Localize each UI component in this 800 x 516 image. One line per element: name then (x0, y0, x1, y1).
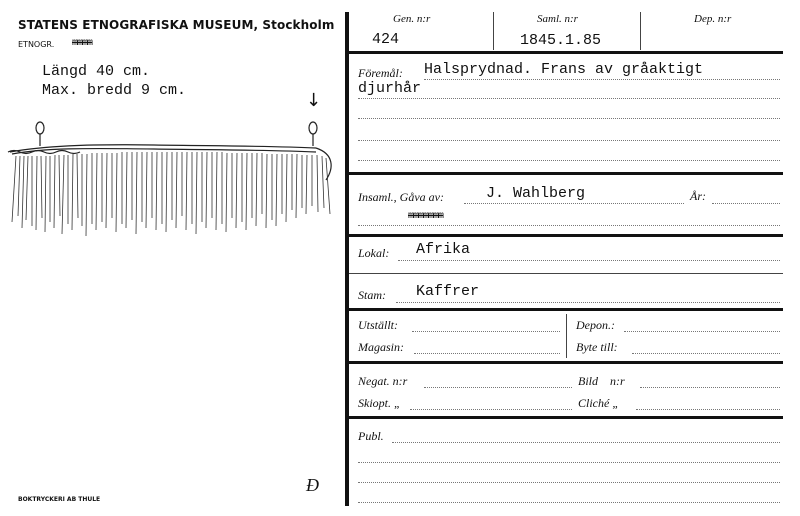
dep-nr-label: Dep. n:r (694, 13, 732, 25)
ruled-line (640, 387, 780, 388)
stam-label: Stam: (358, 288, 386, 302)
ruled-line (358, 98, 780, 99)
insaml-value: J. Wahlberg (486, 185, 586, 202)
divider (349, 273, 783, 274)
ruled-line (358, 225, 780, 226)
magasin-label: Magasin: (358, 340, 404, 354)
etnogr-label: ETNOGR. (18, 40, 55, 49)
ruled-line (358, 160, 780, 161)
utstallt-label: Utställt: (358, 318, 399, 332)
divider (349, 361, 783, 364)
column-divider (493, 12, 494, 50)
ruled-line (424, 79, 780, 80)
gen-nr-value: 424 (372, 31, 400, 48)
stamp-mark: Ð (306, 475, 319, 495)
foremal-label: Föremål: (358, 66, 403, 80)
struck-text: mmmmmmm (408, 211, 444, 222)
etnogr-value: mmmm (72, 38, 93, 49)
ruled-line (632, 353, 780, 354)
depon-label: Depon.: (576, 318, 615, 332)
ruled-line (636, 409, 780, 410)
lokal-label: Lokal: (358, 246, 390, 260)
ruled-line (712, 203, 780, 204)
necklace-drawing (4, 118, 344, 248)
divider (349, 416, 783, 419)
cliche-label: Cliché „ (578, 396, 619, 410)
ruled-line (398, 260, 780, 261)
byte-till-label: Byte till: (576, 340, 618, 354)
skiopt-label: Skiopt. „ (358, 396, 401, 410)
stam-value: Kaffrer (416, 283, 480, 300)
ruled-line (358, 462, 780, 463)
saml-nr-value: 1845.1.85 (520, 32, 602, 49)
lokal-value: Afrika (416, 241, 471, 258)
foremal-value-line1: Halsprydnad. Frans av gråaktigt (424, 61, 704, 78)
down-arrow-icon: ↓ (306, 90, 322, 111)
ruled-line (358, 118, 780, 119)
ruled-line (396, 302, 780, 303)
ruled-line (410, 409, 572, 410)
ruled-line (414, 353, 560, 354)
ruled-line (624, 331, 780, 332)
saml-nr-label: Saml. n:r (537, 13, 578, 25)
divider (349, 308, 783, 311)
ruled-line (358, 482, 780, 483)
ruled-line (412, 331, 560, 332)
gen-nr-label: Gen. n:r (393, 13, 431, 25)
insaml-label: Insaml., Gåva av: (358, 190, 444, 204)
foremal-value-line2: djurhår (358, 80, 422, 97)
year-label: År: (690, 189, 706, 203)
ruled-line (358, 140, 780, 141)
printer-imprint: BOKTRYCKERI AB THULE (18, 496, 101, 503)
divider (349, 51, 783, 54)
museum-title: STATENS ETNOGRAFISKA MUSEUM, Stockholm (18, 18, 335, 32)
ruled-line (392, 442, 780, 443)
column-divider (566, 314, 567, 358)
card-border (345, 12, 349, 506)
ruled-line (464, 203, 684, 204)
divider (349, 234, 783, 237)
publ-label: Publ. (358, 429, 384, 443)
column-divider (640, 12, 641, 50)
bild-label: Bild n:r (578, 374, 625, 388)
ruled-line (358, 502, 780, 503)
negat-label: Negat. n:r (358, 374, 408, 388)
length-text: Längd 40 cm. (42, 63, 151, 80)
ruled-line (424, 387, 572, 388)
divider (349, 172, 783, 175)
width-text: Max. bredd 9 cm. (42, 82, 187, 99)
